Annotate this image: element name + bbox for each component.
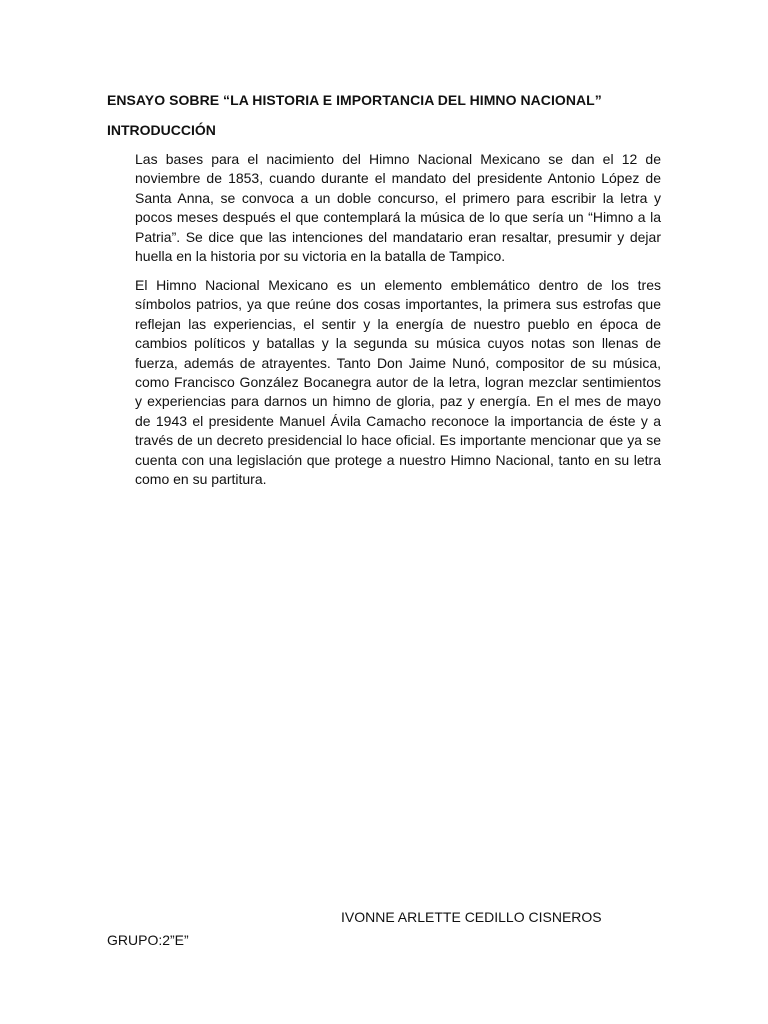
paragraph-1: Las bases para el nacimiento del Himno Nacional Mexicano se dan el 12 de noviembre de 1853, cuando durante el mandato del presidente Antonio López de Santa Anna, se convoca a un doble concurso, el primero para escribir la letra y pocos meses después el que contemplará la música de lo que sería un “Himno a la Patria”. Se dice que las intenciones del mandatario eran resaltar, presumir y dejar huella en la historia por su victoria en la batalla de Tampico. bbox=[135, 151, 661, 265]
paragraph-2: El Himno Nacional Mexicano es un elemento emblemático dentro de los tres símbolos patrios, ya que reúne dos cosas importantes, la primera sus estrofas que reflejan las experiencias, el sentir y la energía de nuestro pueblo en época de cambios políticos y batallas y la segunda su música cuyos notas son llenas de fuerza, además de atrayentes. Tanto Don Jaime Nunó, compositor de su música, como Francisco González Bocanegra autor de la letra, logran mezclar sentimientos y experiencias para darnos un himno de gloria, paz y energía. En el mes de mayo de 1943 el presidente Manuel Ávila Camacho reconoce la importancia de éste y a través de un decreto presidencial lo hace oficial. Es importante mencionar que ya se cuenta con una legislación que protege a nuestro Himno Nacional, tanto en su letra como en su partitura. bbox=[135, 277, 661, 488]
author-name: IVONNE ARLETTE CEDILLO CISNEROS bbox=[341, 909, 602, 925]
group-label: GRUPO:2”E” bbox=[107, 932, 189, 948]
document-title: ENSAYO SOBRE “LA HISTORIA E IMPORTANCIA DEL HIMNO NACIONAL” bbox=[107, 92, 602, 108]
section-heading: INTRODUCCIÓN bbox=[107, 122, 216, 138]
